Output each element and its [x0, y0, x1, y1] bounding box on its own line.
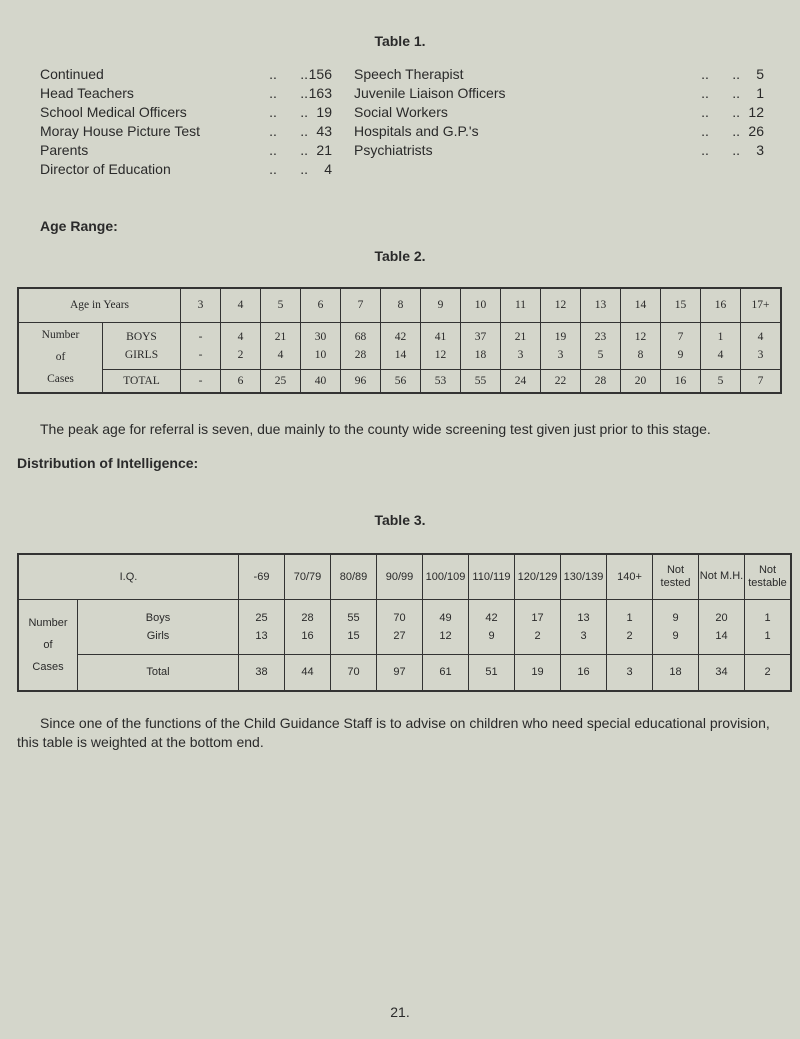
- girls-value: 12: [439, 629, 452, 642]
- leader-dots: .. ..: [701, 104, 740, 120]
- boys-value: 70: [393, 611, 406, 624]
- boys-value: 21: [514, 330, 527, 343]
- column-header: -69: [239, 554, 285, 599]
- girls-value: 18: [474, 348, 487, 361]
- girls-value: 2: [534, 629, 541, 642]
- boys-value: 55: [347, 611, 360, 624]
- column-header: 3: [181, 288, 221, 322]
- total-value: 3: [607, 654, 653, 691]
- cell: [221, 322, 261, 369]
- row-label: Speech Therapist: [354, 66, 464, 82]
- total-row: [18, 369, 781, 393]
- row-value: 5: [756, 66, 764, 82]
- table1-row: [354, 123, 764, 142]
- cell: [285, 599, 331, 654]
- girls-value: 3: [557, 348, 564, 361]
- column-header: 120/129: [515, 554, 561, 599]
- cell: [331, 599, 377, 654]
- leader-dots: .. ..: [269, 85, 308, 101]
- total-value: 16: [661, 369, 701, 393]
- cell: [653, 599, 699, 654]
- leader-dots: .. ..: [701, 123, 740, 139]
- boys-value: 9: [672, 611, 679, 624]
- table1-row: [40, 123, 332, 142]
- boys-value: 68: [354, 330, 367, 343]
- column-header: 9: [421, 288, 461, 322]
- girls-value: 10: [314, 348, 327, 361]
- group-label-line: Number: [28, 616, 68, 629]
- total-value: 34: [699, 654, 745, 691]
- girls-value: 1: [764, 629, 771, 642]
- leader-dots: .. ..: [701, 85, 740, 101]
- girls-label: Girls: [146, 629, 170, 642]
- row-value: 26: [748, 123, 764, 139]
- cell: [515, 599, 561, 654]
- boys-label: BOYS: [126, 330, 157, 343]
- cell: [381, 322, 421, 369]
- boys-value: 20: [715, 611, 728, 624]
- girls-value: 8: [637, 348, 644, 361]
- total-value: 24: [501, 369, 541, 393]
- boys-value: 37: [474, 330, 487, 343]
- column-header: 110/119: [469, 554, 515, 599]
- leader-dots: .. ..: [269, 142, 308, 158]
- column-header: Not testable: [745, 554, 792, 599]
- group-label: [18, 599, 78, 691]
- boys-value: 7: [677, 330, 684, 343]
- paragraph-child-guidance: Since one of the functions of the Child Guidance Staff is to advise on children who need special educational provision, this table is weighted at the bottom end.: [17, 715, 770, 750]
- page-number: 21.: [390, 1004, 410, 1020]
- boys-value: 25: [255, 611, 268, 624]
- girls-value: 9: [672, 629, 679, 642]
- total-value: 38: [239, 654, 285, 691]
- cell: [239, 599, 285, 654]
- column-header: 14: [621, 288, 661, 322]
- boys-value: 28: [301, 611, 314, 624]
- header-label: Age in Years: [18, 288, 181, 322]
- column-header: 90/99: [377, 554, 423, 599]
- cell: [501, 322, 541, 369]
- column-header: 13: [581, 288, 621, 322]
- column-header: 16: [701, 288, 741, 322]
- girls-label: GIRLS: [124, 348, 159, 361]
- column-header: 7: [341, 288, 381, 322]
- group-label-line: Number: [41, 329, 80, 342]
- group-label-line: of: [55, 351, 66, 364]
- row-label: Hospitals and G.P.'s: [354, 123, 479, 139]
- boys-value: 19: [554, 330, 567, 343]
- total-value: 7: [741, 369, 782, 393]
- row-value: 1: [756, 85, 764, 101]
- row-value: 156: [308, 66, 332, 82]
- row-value: 163: [308, 85, 332, 101]
- cell: [699, 599, 745, 654]
- cell: [741, 322, 782, 369]
- total-value: 40: [301, 369, 341, 393]
- table1-row: [354, 66, 764, 85]
- leader-dots: .. ..: [701, 142, 740, 158]
- column-header: 12: [541, 288, 581, 322]
- cell: [581, 322, 621, 369]
- boys-value: 1: [764, 611, 771, 624]
- cell: [661, 322, 701, 369]
- row-value: 3: [756, 142, 764, 158]
- cell: [701, 322, 741, 369]
- row-label: Moray House Picture Test: [40, 123, 201, 139]
- girls-value: 3: [580, 629, 587, 642]
- cell: [423, 599, 469, 654]
- cell: [301, 322, 341, 369]
- total-value: 18: [653, 654, 699, 691]
- total-value: 96: [341, 369, 381, 393]
- boys-value: 30: [314, 330, 327, 343]
- cell: [621, 322, 661, 369]
- age-range-heading: Age Range:: [40, 218, 118, 234]
- column-header: 80/89: [331, 554, 377, 599]
- boys-value: 23: [594, 330, 607, 343]
- group-label-line: of: [43, 638, 53, 651]
- cell: [541, 322, 581, 369]
- total-value: 28: [581, 369, 621, 393]
- table1-row: [40, 161, 332, 180]
- boys-label: Boys: [145, 611, 171, 624]
- table1-row: [354, 104, 764, 123]
- girls-value: 27: [393, 629, 406, 642]
- boys-value: 17: [531, 611, 544, 624]
- leader-dots: .. ..: [269, 104, 308, 120]
- column-header: Not M.H.: [699, 554, 745, 599]
- table1-row: [354, 142, 764, 161]
- group-label-line: Cases: [32, 660, 64, 673]
- total-value: 5: [701, 369, 741, 393]
- row-label: Social Workers: [354, 104, 448, 120]
- total-value: 2: [745, 654, 792, 691]
- cell: [261, 322, 301, 369]
- row-label: Parents: [40, 142, 89, 158]
- table2: [17, 287, 782, 394]
- table2-title: Table 2.: [374, 248, 426, 264]
- boys-value: 4: [757, 330, 764, 343]
- total-value: 6: [221, 369, 261, 393]
- table3: [17, 553, 792, 692]
- total-value: 22: [541, 369, 581, 393]
- leader-dots: .. ..: [269, 161, 308, 177]
- boys-value: 4: [237, 330, 244, 343]
- girls-value: 5: [597, 348, 604, 361]
- row-label: Head Teachers: [40, 85, 134, 101]
- table3-title: Table 3.: [374, 512, 426, 528]
- girls-value: -: [198, 348, 203, 361]
- header-row: [18, 554, 791, 599]
- total-value: 51: [469, 654, 515, 691]
- girls-value: 2: [237, 348, 244, 361]
- boys-value: 12: [634, 330, 647, 343]
- boys-value: 1: [626, 611, 633, 624]
- table1-row: [40, 142, 332, 161]
- column-header: 6: [301, 288, 341, 322]
- paragraph-peak-age: The peak age for referral is seven, due mainly to the county wide screening test given just prior to this stage.: [40, 421, 711, 437]
- girls-value: 4: [717, 348, 724, 361]
- girls-value: 9: [677, 348, 684, 361]
- boys-value: 41: [434, 330, 447, 343]
- intelligence-heading: Distribution of Intelligence:: [17, 455, 199, 471]
- cell: [421, 322, 461, 369]
- column-header: 11: [501, 288, 541, 322]
- leader-dots: .. ..: [701, 66, 740, 82]
- table-row: [18, 322, 781, 369]
- girls-value: 15: [347, 629, 360, 642]
- row-value: 4: [324, 161, 332, 177]
- girls-value: 9: [488, 629, 495, 642]
- girls-value: 12: [434, 348, 447, 361]
- girls-value: 28: [354, 348, 367, 361]
- total-value: 19: [515, 654, 561, 691]
- total-value: 56: [381, 369, 421, 393]
- boys-value: 42: [485, 611, 498, 624]
- row-value: 21: [316, 142, 332, 158]
- cell: [341, 322, 381, 369]
- table1-row: [40, 66, 332, 85]
- column-header: Not tested: [653, 554, 699, 599]
- girls-value: 2: [626, 629, 633, 642]
- column-header: 10: [461, 288, 501, 322]
- row-label: School Medical Officers: [40, 104, 187, 120]
- total-value: 25: [261, 369, 301, 393]
- boys-value: 1: [717, 330, 724, 343]
- boys-value: 42: [394, 330, 407, 343]
- boys-value: 13: [577, 611, 590, 624]
- leader-dots: .. ..: [269, 66, 308, 82]
- group-label: [18, 322, 103, 393]
- girls-value: 14: [715, 629, 728, 642]
- total-label: Total: [78, 654, 239, 691]
- table1-row: [354, 85, 764, 104]
- column-header: 5: [261, 288, 301, 322]
- row-label: Psychiatrists: [354, 142, 433, 158]
- cell: [377, 599, 423, 654]
- row-label: Continued: [40, 66, 104, 82]
- total-value: 70: [331, 654, 377, 691]
- cell: [561, 599, 607, 654]
- column-header: 70/79: [285, 554, 331, 599]
- total-value: 55: [461, 369, 501, 393]
- row-value: 43: [316, 123, 332, 139]
- total-value: -: [181, 369, 221, 393]
- girls-value: 14: [394, 348, 407, 361]
- leader-dots: .. ..: [269, 123, 308, 139]
- header-label: I.Q.: [18, 554, 239, 599]
- total-value: 53: [421, 369, 461, 393]
- total-value: 61: [423, 654, 469, 691]
- total-label: TOTAL: [103, 369, 181, 393]
- girls-value: 16: [301, 629, 314, 642]
- group-label-line: Cases: [47, 373, 74, 386]
- column-header: 4: [221, 288, 261, 322]
- row-value: 19: [316, 104, 332, 120]
- column-header: 8: [381, 288, 421, 322]
- table-row: [18, 599, 791, 654]
- cell: [745, 599, 792, 654]
- column-header: 140+: [607, 554, 653, 599]
- row-label: Juvenile Liaison Officers: [354, 85, 506, 101]
- column-header: 15: [661, 288, 701, 322]
- total-value: 20: [621, 369, 661, 393]
- table1-row: [40, 104, 332, 123]
- boys-value: 49: [439, 611, 452, 624]
- column-header: 17+: [741, 288, 782, 322]
- column-header: 130/139: [561, 554, 607, 599]
- girls-value: 4: [277, 348, 284, 361]
- cell: [607, 599, 653, 654]
- boys-value: -: [198, 330, 203, 343]
- total-value: 44: [285, 654, 331, 691]
- girls-value: 3: [517, 348, 524, 361]
- table1-title: Table 1.: [374, 33, 426, 49]
- cell: [461, 322, 501, 369]
- column-header: 100/109: [423, 554, 469, 599]
- total-value: 97: [377, 654, 423, 691]
- girls-value: 3: [757, 348, 764, 361]
- header-row: [18, 288, 781, 322]
- table1-row: [40, 85, 332, 104]
- row-value: 12: [748, 104, 764, 120]
- girls-value: 13: [255, 629, 268, 642]
- boys-value: 21: [274, 330, 287, 343]
- row-label: Director of Education: [40, 161, 171, 177]
- cell: [181, 322, 221, 369]
- total-value: 16: [561, 654, 607, 691]
- cell: [469, 599, 515, 654]
- total-row: [18, 654, 791, 691]
